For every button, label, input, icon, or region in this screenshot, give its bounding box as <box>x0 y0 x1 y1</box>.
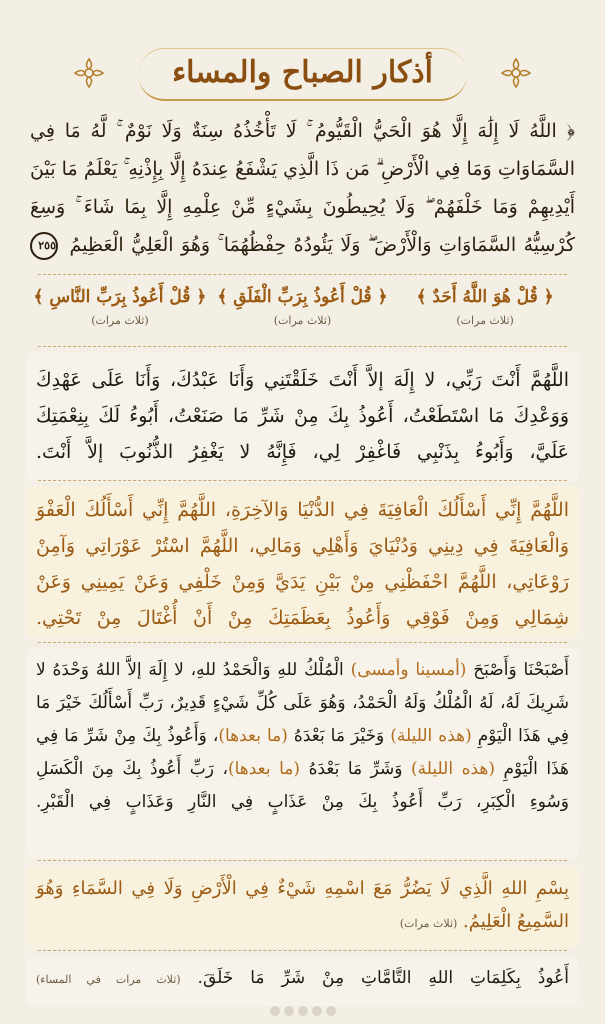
page-title: أذكار الصباح والمساء <box>172 54 433 90</box>
dua-text: أَصْبَحْنَا وَأَصْبَحَ <box>473 660 570 680</box>
evening-variant: (هذه الليلة) <box>411 759 495 779</box>
divider <box>38 642 567 643</box>
repeat-count: (ثلاث مرات) <box>399 917 458 930</box>
qul-text: ﴿ قُلْ أَعُوذُ بِرَبِّ الْفَلَقِ ﴾ <box>217 287 388 307</box>
page-dot[interactable] <box>326 1006 336 1016</box>
evening-variant: (هذه الليلة) <box>390 726 472 746</box>
ayat-al-kursi-text: ﴿ اللَّهُ لَا إِلَٰهَ إِلَّا هُوَ الْحَيُّ الْقَيُّومُ ۚ لَا تَأْخُذُهُ سِنَةٌ وَلَا نَوْمٌ ۚ لَّهُ مَا فِي السَّمَاوَاتِ وَمَا فِي الْأَرْضِ ۗ مَن ذَا الَّذِي يَشْفَعُ عِندَهُ إِلَّا بِإِذْنِهِ ۚ يَعْلَمُ مَا بَيْنَ أَيْدِيهِمْ وَمَا خَلْفَهُمْ ۖ وَلَا يُحِيطُونَ بِشَيْءٍ مِّنْ عِلْمِهِ إِلَّا بِمَا شَاءَ ۚ وَسِعَ كُرْسِيُّهُ السَّمَاوَاتِ وَالْأَرْضَ ۖ وَلَا يَئُودُهُ حِفْظُهُمَا ۚ وَهُوَ الْعَلِيُّ الْعَظِيمُ <box>30 120 576 256</box>
page-dot[interactable] <box>270 1006 280 1016</box>
asbahna-dua <box>26 648 579 858</box>
ayah-number-badge: ٢٥٥ <box>30 232 58 260</box>
qul-item <box>395 282 575 342</box>
repeat-count: (ثلاث مرات) <box>456 314 514 327</box>
page-indicator[interactable] <box>0 1006 605 1020</box>
audhu-dua <box>26 956 579 1006</box>
afiyah-dua: اللَّهُمَّ إِنِّي أَسْأَلُكَ الْعَافِيَةَ فِي الدُّنْيَا وَالآخِرَةِ، اللَّهُمَّ إِنِّي أَسْأَلُكَ الْعَفْوَ وَالْعَافِيَةَ فِي دِينِي وَدُنْيَايَ وَأَهْلِي وَمَالِي، اللَّهُمَّ اسْتُرْ عَوْرَاتِي وَآمِنْ رَوْعَاتِي، اللَّهُمَّ احْفَظْنِي مِنْ بَيْنِ يَدَيَّ وَمِنْ خَلْفِي وَعَنْ يَمِينِي وَعَنْ شِمَالِي وَمِنْ فَوْقِي وَأَعُوذُ بِعَظَمَتِكَ مِنْ أَنْ أُغْتَالَ مِنْ تَحْتِي. <box>26 486 579 638</box>
divider <box>38 950 567 951</box>
dua-text: الْمُلْكُ للهِ وَالْحَمْدُ للهِ، لا إِلَهَ إلاَّ اللهُ وَحْدَهُ لا شَرِيكَ لَهُ، لَهُ الْمُلْكُ وَلَهُ الْحَمْدُ، وَهُوَ عَلَى كُلِّ شَيْءٍ قَدِيرٌ، رَبِّ أَسْأَلُكَ خَيْرَ مَا فِي هَذَا الْيَوْمِ <box>36 660 570 746</box>
page-dot[interactable] <box>284 1006 294 1016</box>
divider <box>38 346 567 347</box>
repeat-count: (ثلاث مرات في المساء) <box>36 973 181 986</box>
ayat-al-kursi <box>30 112 575 264</box>
repeat-count: (ثلاث مرات) <box>91 314 149 327</box>
divider <box>38 860 567 861</box>
page-header <box>60 44 545 104</box>
dua-text: أَعُوذُ بِكَلِمَاتِ اللهِ التَّامَّاتِ مِنْ شَرِّ مَا خَلَقَ. <box>197 968 569 988</box>
evening-variant: (أمسينا وأمسى) <box>350 660 467 680</box>
sayyid-istighfar: اللَّهُمَّ أَنْتَ رَبِّي، لا إِلَهَ إلاَّ أَنْتَ خَلَقْتَنِي وَأَنَا عَبْدُكَ، وَأَنَا عَلَى عَهْدِكَ وَوَعْدِكَ مَا اسْتَطَعْتُ، أَعُوذُ بِكَ مِنْ شَرِّ مَا صَنَعْتُ، أَبُوءُ لَكَ بِنِعْمَتِكَ عَلَيَّ، وَأَبُوءُ بِذَنْبِي فَاغْفِرْ لِي، فَإِنَّهُ لا يَغْفِرُ الذُّنُوبَ إلاَّ أَنْتَ. <box>26 352 579 482</box>
title-frame <box>138 48 467 101</box>
bismillah-dua <box>26 866 579 948</box>
divider <box>38 274 567 275</box>
divider <box>38 480 567 481</box>
dua-text: بِسْمِ اللهِ الَّذِي لَا يَضُرُّ مَعَ اسْمِهِ شَيْءٌ فِي الْأَرْضِ وَلَا فِي السَّمَاءِ وَهُوَ السَّمِيعُ الْعَلِيمُ. <box>36 878 569 932</box>
repeat-count: (ثلاث مرات) <box>273 314 332 327</box>
qul-text: ﴿ قُلْ أَعُوذُ بِرَبِّ النَّاسِ ﴾ <box>33 287 207 307</box>
qul-item <box>30 282 210 342</box>
dua-text: وَشَرِّ مَا بَعْدَهُ <box>308 759 403 779</box>
dua-text: وَخَيْرَ مَا بَعْدَهُ <box>293 726 385 746</box>
page-dot[interactable] <box>312 1006 322 1016</box>
evening-variant: (ما بعدها) <box>218 726 288 746</box>
dua-text: ، وَأَعُوذُ بِكَ مِنْ شَرِّ مَا فِي هَذَا الْيَوْمِ <box>36 726 570 779</box>
quls-row <box>30 282 575 342</box>
page-dot[interactable] <box>298 1006 308 1016</box>
dua-text: ، رَبِّ أَعُوذُ بِكَ مِنَ الْكَسَلِ وَسُوءِ الْكِبَرِ، رَبِّ أَعُوذُ بِكَ مِنْ عَذَابٍ فِي النَّارِ وَعَذَابٍ فِي الْقَبْرِ. <box>36 759 569 812</box>
evening-variant: (ما بعدها) <box>227 759 301 779</box>
qul-item <box>213 282 393 342</box>
qul-text: ﴿ قُلْ هُوَ اللَّهُ أَحَدٌ ﴾ <box>416 287 554 307</box>
